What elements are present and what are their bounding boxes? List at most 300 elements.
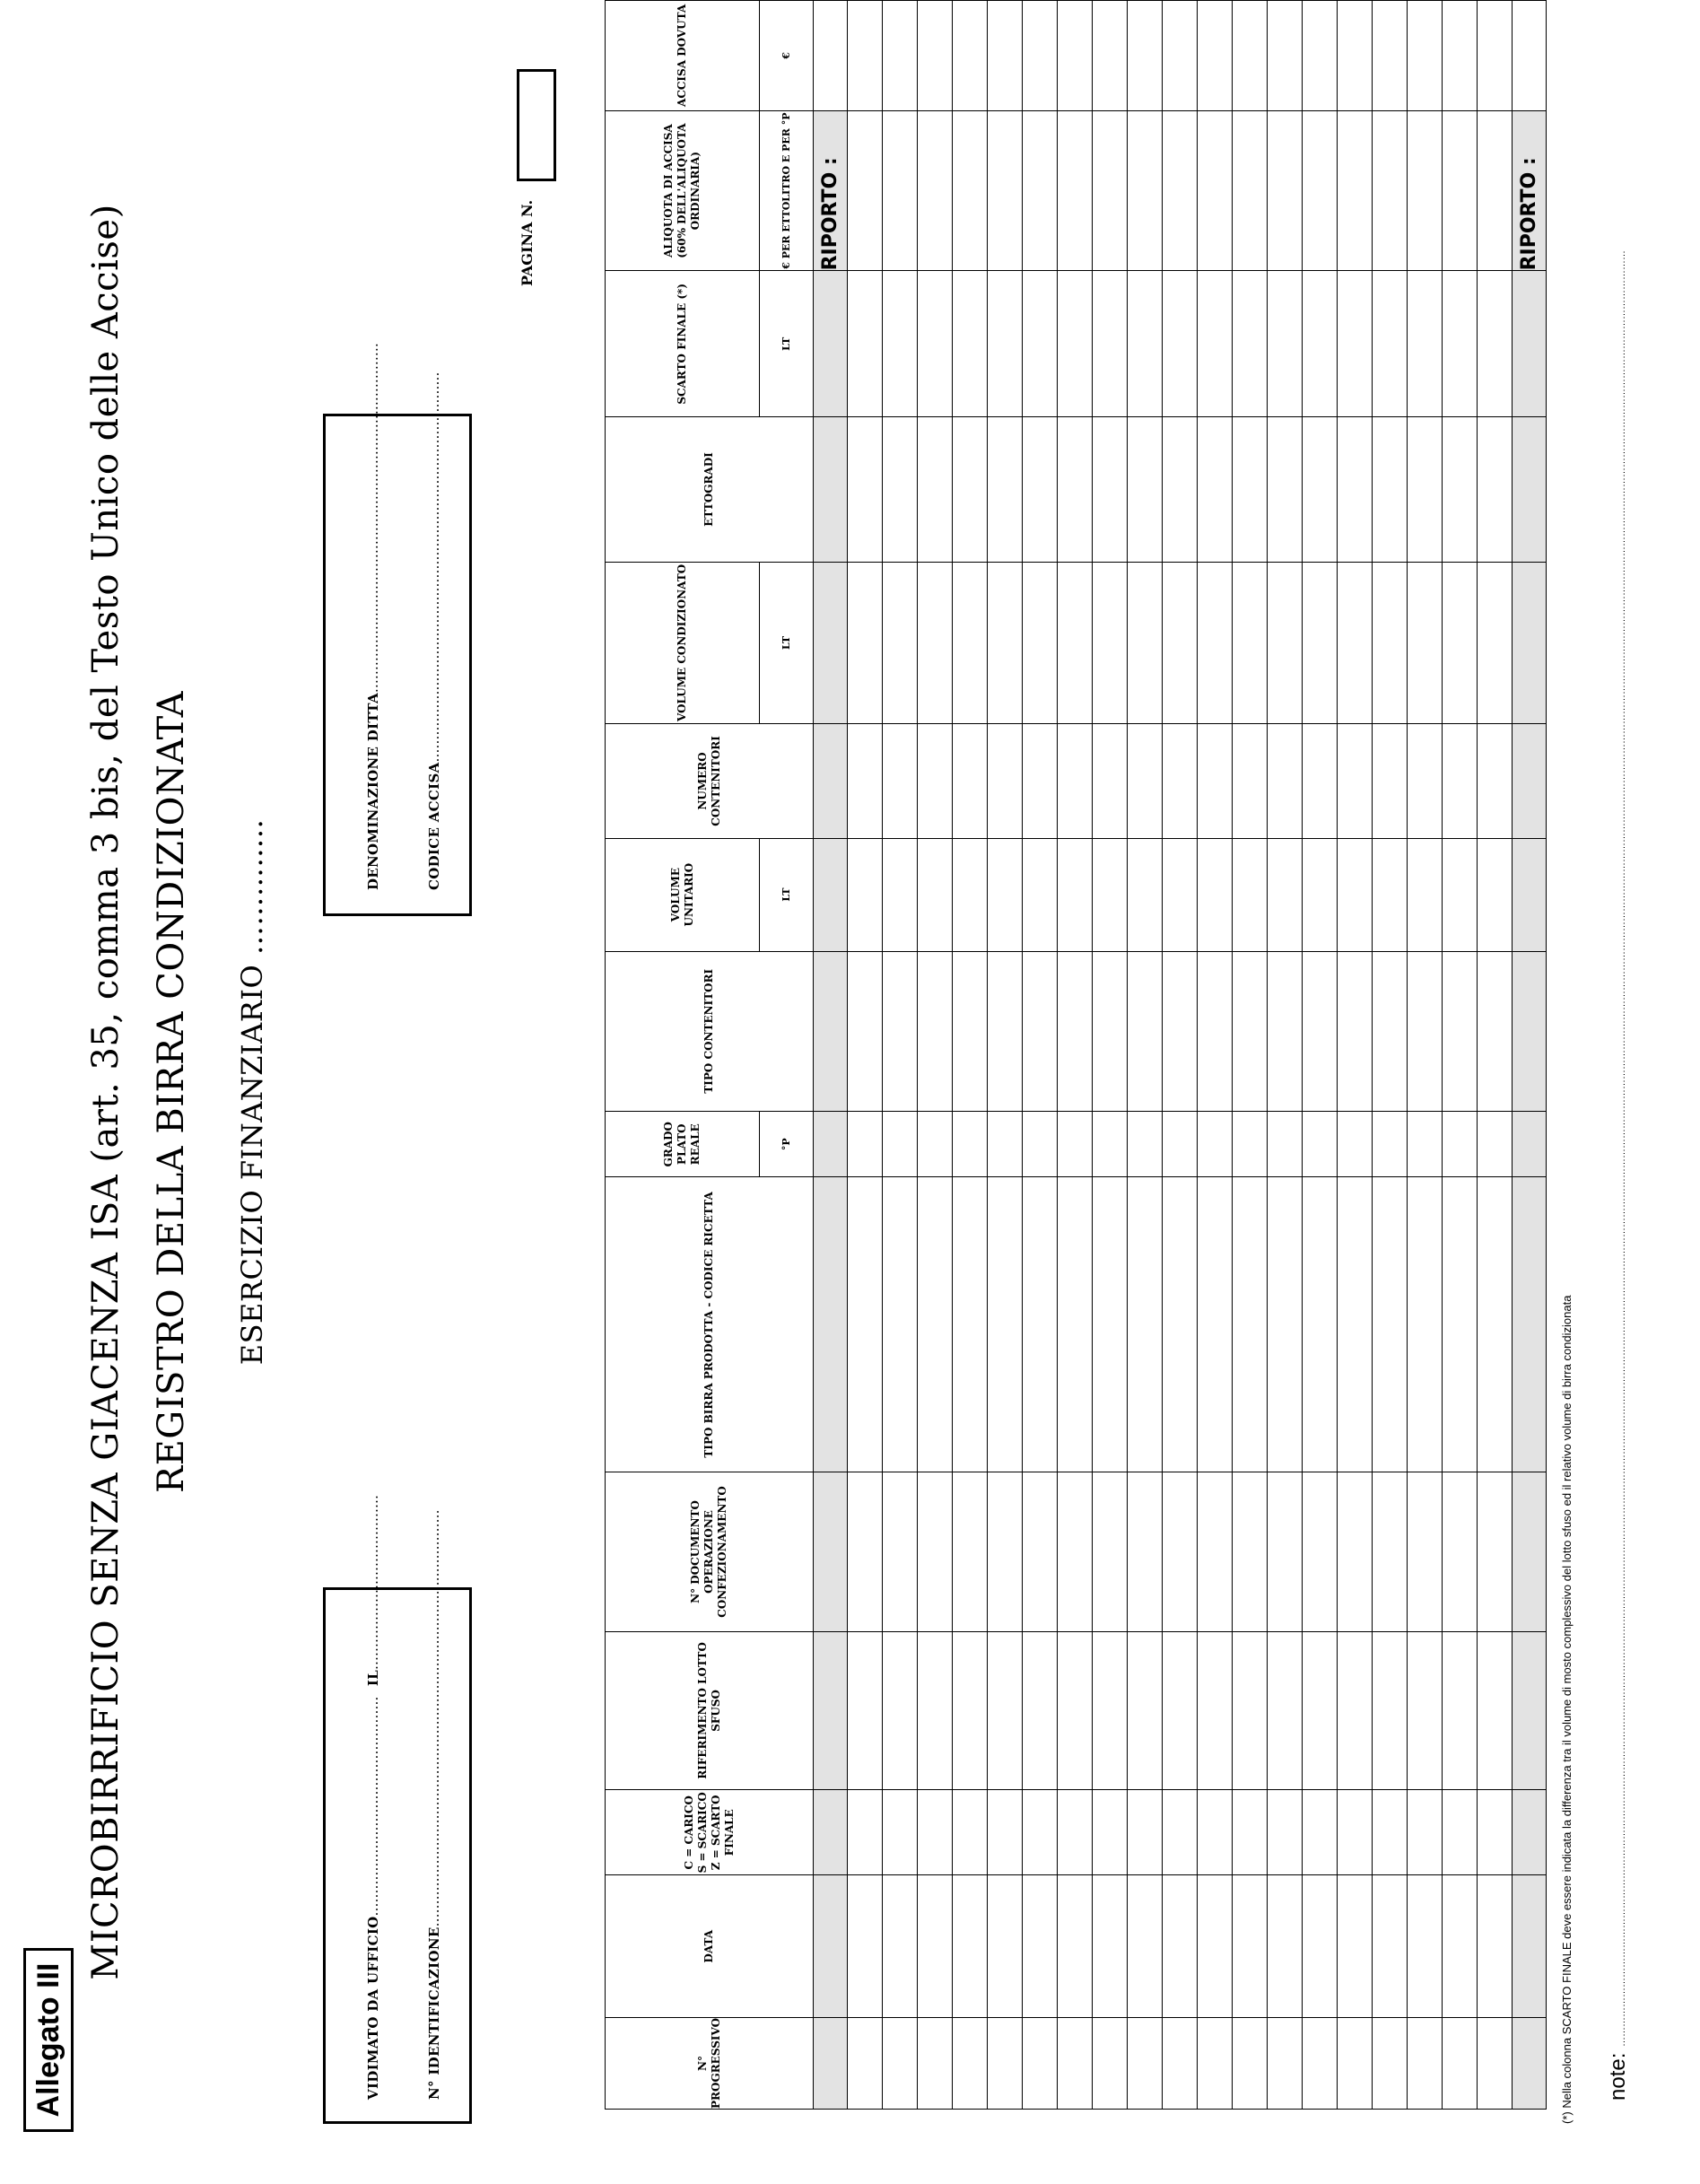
table-cell[interactable] (1443, 562, 1478, 724)
table-cell[interactable] (918, 951, 953, 1111)
table-cell[interactable] (1443, 724, 1478, 838)
table-cell[interactable] (1443, 1, 1478, 111)
table-cell[interactable] (1408, 1, 1443, 111)
table-cell[interactable] (1408, 271, 1443, 417)
table-cell[interactable] (1093, 1472, 1128, 1631)
table-cell[interactable] (1128, 1, 1163, 111)
table-cell[interactable] (1058, 562, 1093, 724)
table-cell[interactable] (1058, 1631, 1093, 1789)
table-cell[interactable] (1163, 838, 1198, 951)
table-cell[interactable] (1058, 1875, 1093, 2018)
table-cell[interactable] (1373, 1790, 1408, 1875)
table-cell[interactable] (1058, 417, 1093, 562)
table-cell[interactable] (918, 724, 953, 838)
table-cell[interactable] (1443, 1631, 1478, 1789)
table-cell[interactable] (883, 1, 918, 111)
table-cell[interactable] (1163, 1875, 1198, 2018)
table-cell[interactable] (848, 838, 883, 951)
table-cell[interactable] (1408, 417, 1443, 562)
table-cell[interactable] (953, 110, 988, 271)
table-cell[interactable] (1128, 838, 1163, 951)
table-cell[interactable] (1303, 1111, 1338, 1177)
table-cell[interactable] (1443, 1111, 1478, 1177)
table-cell[interactable] (1058, 724, 1093, 838)
table-cell[interactable] (1408, 1631, 1443, 1789)
table-cell[interactable] (883, 724, 918, 838)
table-cell[interactable] (1478, 951, 1513, 1111)
table-cell[interactable] (1303, 1790, 1338, 1875)
table-cell[interactable] (1233, 417, 1268, 562)
table-cell[interactable] (1023, 1472, 1058, 1631)
table-cell[interactable] (918, 1472, 953, 1631)
table-cell[interactable] (1338, 417, 1373, 562)
table-cell[interactable] (1303, 1472, 1338, 1631)
table-cell[interactable] (1268, 1111, 1303, 1177)
table-cell[interactable] (1338, 951, 1373, 1111)
table-cell[interactable] (1128, 1790, 1163, 1875)
table-cell[interactable] (1198, 951, 1233, 1111)
table-cell[interactable] (1443, 1472, 1478, 1631)
table-cell[interactable] (1058, 110, 1093, 271)
table-cell[interactable] (1023, 271, 1058, 417)
table-cell[interactable] (1303, 724, 1338, 838)
table-cell[interactable] (1058, 2017, 1093, 2109)
table-cell[interactable] (1233, 1631, 1268, 1789)
table-cell[interactable] (1338, 724, 1373, 838)
table-cell[interactable] (848, 951, 883, 1111)
table-cell[interactable] (1303, 417, 1338, 562)
table-cell[interactable] (1408, 1111, 1443, 1177)
table-cell[interactable] (1268, 951, 1303, 1111)
table-cell[interactable] (883, 2017, 918, 2109)
table-cell[interactable] (1268, 110, 1303, 271)
table-cell[interactable] (1023, 1177, 1058, 1472)
table-cell[interactable] (1093, 1177, 1128, 1472)
codice-accisa-field[interactable]: …………………………………………………………………………… (426, 371, 442, 763)
table-cell[interactable] (1373, 1111, 1408, 1177)
table-cell[interactable] (1163, 271, 1198, 417)
table-cell[interactable] (1338, 271, 1373, 417)
table-cell[interactable] (1058, 1111, 1093, 1177)
table-cell[interactable] (918, 1875, 953, 2018)
table-cell[interactable] (848, 2017, 883, 2109)
table-cell[interactable] (988, 724, 1023, 838)
table-cell[interactable] (1268, 2017, 1303, 2109)
table-cell[interactable] (1268, 1, 1303, 111)
table-cell[interactable] (1128, 1631, 1163, 1789)
table-cell[interactable] (1233, 951, 1268, 1111)
denominazione-line (365, 343, 381, 890)
table-cell[interactable] (1338, 838, 1373, 951)
table-cell[interactable] (1163, 562, 1198, 724)
il-field[interactable]: ………………………………… (365, 1494, 381, 1670)
table-cell[interactable] (1478, 724, 1513, 838)
table-cell[interactable] (848, 1472, 883, 1631)
table-cell[interactable] (1233, 562, 1268, 724)
table-cell[interactable] (1408, 1177, 1443, 1472)
table-cell[interactable] (1233, 1875, 1268, 2018)
table-row (1233, 1, 1268, 2110)
table-cell[interactable] (1023, 724, 1058, 838)
table-cell[interactable] (1268, 1631, 1303, 1789)
table-cell[interactable] (1373, 1631, 1408, 1789)
table-cell[interactable] (988, 1472, 1023, 1631)
table-cell[interactable] (1023, 110, 1058, 271)
table-cell[interactable] (1233, 1, 1268, 111)
table-cell[interactable] (1478, 1875, 1513, 2018)
table-cell[interactable] (1163, 2017, 1198, 2109)
table-cell[interactable] (1163, 417, 1198, 562)
table-cell[interactable] (1478, 1631, 1513, 1789)
table-cell[interactable] (1443, 2017, 1478, 2109)
table-cell[interactable] (883, 1875, 918, 2018)
table-cell[interactable] (1338, 2017, 1373, 2109)
table-cell[interactable] (1233, 2017, 1268, 2109)
table-cell[interactable] (1128, 2017, 1163, 2109)
table-cell[interactable] (1338, 1875, 1373, 2018)
table-cell[interactable] (1198, 1177, 1233, 1472)
table-cell[interactable] (1373, 2017, 1408, 2109)
table-cell[interactable] (1408, 1472, 1443, 1631)
table-cell[interactable] (1198, 110, 1233, 271)
table-cell[interactable] (953, 838, 988, 951)
table-cell[interactable] (1058, 1790, 1093, 1875)
table-cell[interactable] (1163, 1, 1198, 111)
table-cell[interactable] (1093, 2017, 1128, 2109)
table-cell[interactable] (1163, 1111, 1198, 1177)
table-cell[interactable] (1233, 1177, 1268, 1472)
table-cell[interactable] (1408, 1875, 1443, 2018)
table-cell[interactable] (1303, 562, 1338, 724)
table-cell[interactable] (1373, 417, 1408, 562)
table-cell[interactable] (1478, 1177, 1513, 1472)
table-cell[interactable] (1198, 271, 1233, 417)
table-cell[interactable] (1128, 271, 1163, 417)
identificazione-field[interactable]: ………………………………………………………………………………… (426, 1509, 442, 1927)
table-cell[interactable] (1093, 1, 1128, 111)
table-cell[interactable] (883, 417, 918, 562)
table-cell[interactable] (1268, 724, 1303, 838)
table-cell[interactable] (918, 1111, 953, 1177)
table-cell[interactable] (988, 1631, 1023, 1789)
table-cell[interactable] (1093, 838, 1128, 951)
table-cell[interactable] (988, 1177, 1023, 1472)
table-cell[interactable] (1023, 838, 1058, 951)
table-cell[interactable] (1058, 1177, 1093, 1472)
table-cell[interactable] (1408, 110, 1443, 271)
table-cell[interactable] (1233, 1111, 1268, 1177)
table-cell[interactable] (1408, 562, 1443, 724)
unit-accisa: € (760, 1, 814, 111)
table-cell[interactable] (1268, 838, 1303, 951)
table-cell[interactable] (1478, 1472, 1513, 1631)
table-cell[interactable] (1478, 417, 1513, 562)
table-cell[interactable] (1093, 562, 1128, 724)
table-cell[interactable] (1198, 562, 1233, 724)
table-cell[interactable] (953, 724, 988, 838)
table-cell[interactable] (1338, 1790, 1373, 1875)
table-cell[interactable] (918, 838, 953, 951)
table-cell[interactable] (1268, 417, 1303, 562)
table-cell[interactable] (1093, 1875, 1128, 2018)
table-cell[interactable] (953, 1631, 988, 1789)
table-cell[interactable] (883, 1177, 918, 1472)
table-cell[interactable] (1023, 1790, 1058, 1875)
table-cell[interactable] (883, 110, 918, 271)
table-cell[interactable] (1128, 110, 1163, 271)
table-cell[interactable] (883, 1790, 918, 1875)
table-row (1303, 1, 1338, 2110)
table-cell[interactable] (1408, 2017, 1443, 2109)
table-cell[interactable] (1198, 838, 1233, 951)
table-cell[interactable] (988, 1111, 1023, 1177)
table-cell[interactable] (1478, 1790, 1513, 1875)
table-cell[interactable] (1303, 1631, 1338, 1789)
table-cell[interactable] (1478, 271, 1513, 417)
table-cell[interactable] (1478, 562, 1513, 724)
codice-accisa-label: CODICE ACCISA (426, 762, 442, 890)
table-cell[interactable] (1478, 110, 1513, 271)
table-cell[interactable] (1198, 1631, 1233, 1789)
table-cell[interactable] (988, 1, 1023, 111)
table-cell[interactable] (918, 271, 953, 417)
table-cell[interactable] (848, 271, 883, 417)
table-cell[interactable] (1408, 1790, 1443, 1875)
table-cell[interactable] (1163, 1177, 1198, 1472)
table-cell[interactable] (1128, 1111, 1163, 1177)
table-cell[interactable] (883, 1111, 918, 1177)
table-cell[interactable] (1268, 1790, 1303, 1875)
table-cell[interactable] (848, 562, 883, 724)
table-cell[interactable] (918, 562, 953, 724)
denominazione-field[interactable]: …………………………………………………………………… (365, 343, 381, 694)
table-cell[interactable] (918, 110, 953, 271)
table-cell[interactable] (1093, 271, 1128, 417)
table-cell[interactable] (1373, 1472, 1408, 1631)
table-cell[interactable] (1443, 271, 1478, 417)
table-cell[interactable] (953, 1472, 988, 1631)
table-cell[interactable] (1023, 1631, 1058, 1789)
table-cell[interactable] (1093, 1631, 1128, 1789)
table-cell[interactable] (1408, 724, 1443, 838)
table-cell[interactable] (1128, 1875, 1163, 2018)
table-cell[interactable] (1373, 562, 1408, 724)
table-cell[interactable] (918, 1790, 953, 1875)
table-cell[interactable] (953, 417, 988, 562)
table-cell[interactable] (918, 1177, 953, 1472)
table-cell[interactable] (848, 110, 883, 271)
table-cell[interactable] (1023, 417, 1058, 562)
table-cell[interactable] (1198, 2017, 1233, 2109)
table-cell[interactable] (1093, 110, 1128, 271)
table-cell[interactable] (1163, 724, 1198, 838)
table-cell[interactable] (1163, 951, 1198, 1111)
table-cell[interactable] (848, 1875, 883, 2018)
table-cell[interactable] (953, 1790, 988, 1875)
table-cell[interactable] (1023, 2017, 1058, 2109)
table-cell[interactable] (1373, 110, 1408, 271)
table-cell[interactable] (848, 1111, 883, 1177)
table-cell[interactable] (1128, 724, 1163, 838)
table-cell[interactable] (1163, 1790, 1198, 1875)
table-cell[interactable] (953, 562, 988, 724)
table-cell[interactable] (1268, 1177, 1303, 1472)
table-cell[interactable] (1338, 562, 1373, 724)
table-cell[interactable] (1058, 1472, 1093, 1631)
table-cell[interactable] (1373, 1875, 1408, 2018)
pagina-number-field[interactable] (517, 69, 556, 181)
table-cell[interactable] (988, 1790, 1023, 1875)
table-cell[interactable] (1093, 724, 1128, 838)
table-cell[interactable] (1443, 1790, 1478, 1875)
table-cell[interactable] (1303, 1177, 1338, 1472)
table-cell[interactable] (1093, 951, 1128, 1111)
table-cell[interactable] (883, 1472, 918, 1631)
table-cell[interactable] (848, 724, 883, 838)
table-cell[interactable] (1303, 951, 1338, 1111)
table-cell[interactable] (883, 562, 918, 724)
table-cell[interactable] (1128, 1177, 1163, 1472)
table-cell[interactable] (883, 838, 918, 951)
table-cell[interactable] (883, 951, 918, 1111)
table-cell[interactable] (953, 271, 988, 417)
table-cell[interactable] (1163, 1472, 1198, 1631)
table-cell[interactable] (1303, 1, 1338, 111)
table-cell[interactable] (918, 417, 953, 562)
table-cell[interactable] (1303, 110, 1338, 271)
table-cell[interactable] (1443, 838, 1478, 951)
table-cell[interactable] (1373, 1177, 1408, 1472)
table-cell[interactable] (1338, 110, 1373, 271)
table-cell[interactable] (1233, 1790, 1268, 1875)
table-cell[interactable] (1023, 1875, 1058, 2018)
table-cell[interactable] (988, 951, 1023, 1111)
table-cell[interactable] (1443, 1177, 1478, 1472)
table-cell[interactable] (953, 1177, 988, 1472)
table-cell[interactable] (1338, 1111, 1373, 1177)
table-cell[interactable] (1058, 271, 1093, 417)
table-cell[interactable] (848, 417, 883, 562)
table-cell[interactable] (1128, 417, 1163, 562)
vidimato-field[interactable]: …………………………………………. (365, 1696, 381, 1917)
table-cell[interactable] (1198, 724, 1233, 838)
table-cell[interactable] (1058, 1, 1093, 111)
table-cell[interactable] (1338, 1472, 1373, 1631)
table-cell[interactable] (1373, 838, 1408, 951)
table-cell[interactable] (1058, 951, 1093, 1111)
table-cell[interactable] (1128, 951, 1163, 1111)
table-cell[interactable] (1408, 951, 1443, 1111)
table-cell[interactable] (1128, 562, 1163, 724)
table-cell[interactable] (988, 562, 1023, 724)
table-cell[interactable] (1268, 1875, 1303, 2018)
table-cell[interactable] (1163, 1631, 1198, 1789)
table-cell[interactable] (1443, 110, 1478, 271)
table-cell[interactable] (1198, 1875, 1233, 2018)
table-cell[interactable] (1023, 951, 1058, 1111)
table-cell[interactable] (988, 838, 1023, 951)
table-cell[interactable] (1443, 951, 1478, 1111)
table-cell[interactable] (953, 1111, 988, 1177)
table-cell[interactable] (1023, 562, 1058, 724)
table-cell[interactable] (1478, 838, 1513, 951)
table-cell[interactable] (1023, 1, 1058, 111)
table-cell[interactable] (1198, 1111, 1233, 1177)
table-cell[interactable] (1478, 1111, 1513, 1177)
table-cell[interactable] (848, 1631, 883, 1789)
table-cell[interactable] (988, 417, 1023, 562)
table-cell[interactable] (1233, 271, 1268, 417)
table-cell[interactable] (1198, 417, 1233, 562)
riporto-cell (814, 2017, 848, 2109)
table-cell[interactable] (953, 1, 988, 111)
table-cell[interactable] (1198, 1, 1233, 111)
table-cell[interactable] (1373, 951, 1408, 1111)
table-cell[interactable] (1023, 1111, 1058, 1177)
table-cell[interactable] (1303, 1875, 1338, 2018)
table-cell[interactable] (1128, 1472, 1163, 1631)
table-cell[interactable] (1478, 1, 1513, 111)
table-cell[interactable] (988, 1875, 1023, 2018)
table-cell[interactable] (918, 1631, 953, 1789)
table-cell[interactable] (918, 2017, 953, 2109)
table-cell[interactable] (1373, 271, 1408, 417)
table-cell[interactable] (883, 1631, 918, 1789)
table-cell[interactable] (953, 2017, 988, 2109)
table-cell[interactable] (883, 271, 918, 417)
table-cell[interactable] (1233, 110, 1268, 271)
table-cell[interactable] (1478, 2017, 1513, 2109)
table-cell[interactable] (1233, 838, 1268, 951)
table-cell[interactable] (953, 1875, 988, 2018)
table-cell[interactable] (988, 271, 1023, 417)
table-cell[interactable] (1303, 2017, 1338, 2109)
table-cell[interactable] (1163, 110, 1198, 271)
table-cell[interactable] (1373, 724, 1408, 838)
table-cell[interactable] (1093, 417, 1128, 562)
table-cell[interactable] (1233, 724, 1268, 838)
table-cell[interactable] (1198, 1790, 1233, 1875)
table-cell[interactable] (848, 1, 883, 111)
riporto-total-cell[interactable] (814, 1, 848, 111)
table-cell[interactable] (1303, 271, 1338, 417)
table-cell[interactable] (1443, 417, 1478, 562)
table-cell[interactable] (1093, 1790, 1128, 1875)
table-cell[interactable] (918, 1, 953, 111)
riporto-total-cell[interactable] (1513, 1, 1547, 111)
table-cell[interactable] (1338, 1, 1373, 111)
table-cell[interactable] (1373, 1, 1408, 111)
table-cell[interactable] (1408, 838, 1443, 951)
table-cell[interactable] (1233, 1472, 1268, 1631)
table-cell[interactable] (848, 1177, 883, 1472)
note-field[interactable]: …………………………………………………………………………………………………………………………………………………………………………………………………………………………………………………………………………………………………………………………………………………………………………………………………………………………………………………………………………………………………… (1617, 249, 1627, 2047)
table-cell[interactable] (1198, 1472, 1233, 1631)
table-cell[interactable] (1303, 838, 1338, 951)
table-cell[interactable] (1338, 1177, 1373, 1472)
table-cell[interactable] (1058, 838, 1093, 951)
table-cell[interactable] (1268, 1472, 1303, 1631)
table-cell[interactable] (1093, 1111, 1128, 1177)
table-cell[interactable] (988, 2017, 1023, 2109)
table-cell[interactable] (1443, 1875, 1478, 2018)
table-cell[interactable] (1268, 271, 1303, 417)
table-cell[interactable] (1268, 562, 1303, 724)
table-cell[interactable] (988, 110, 1023, 271)
table-cell[interactable] (1338, 1631, 1373, 1789)
table-cell[interactable] (953, 951, 988, 1111)
table-cell[interactable] (848, 1790, 883, 1875)
